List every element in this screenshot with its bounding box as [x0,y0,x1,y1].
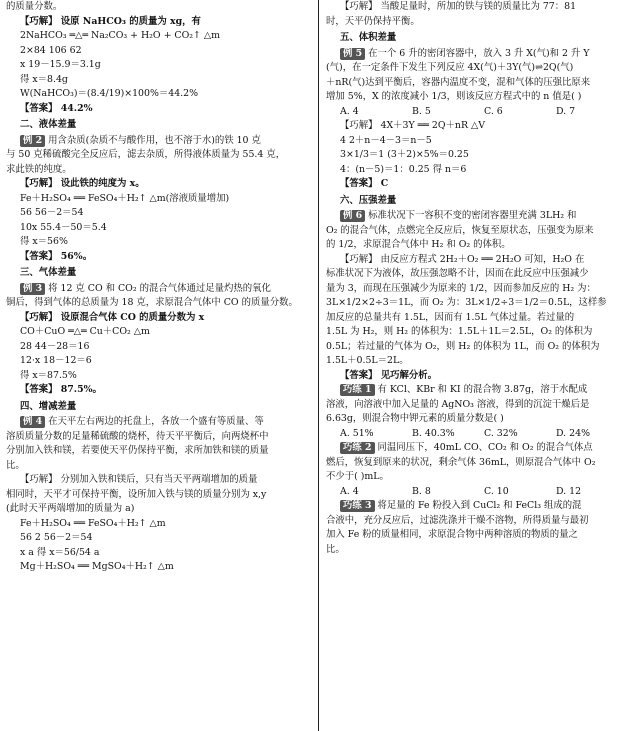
column-divider [318,0,319,731]
equation-line: 【巧解】 4X＋3Y ══ 2Q＋nR △V [340,120,485,131]
equation-line: Mg＋H₂SO₄ ══ MgSO₄＋H₂↑ △m [20,561,174,572]
example-tag: 例 6 [340,210,365,222]
answer-line: 【答案】 56%。 [20,250,93,262]
solution-line: 标准状况下为液体，故压强忽略不计，因而在此反应中压强减少 [326,268,589,279]
equation-line: 得 x＝8.4g [20,73,68,85]
equation-line: 56 2 56－2＝54 [20,532,93,543]
practice-text: 6.63g，则混合物中钾元素的质量分数是( ) [326,413,504,424]
example-text: 增加 5%，X 的浓度减小 1/3，则该反应方程式中的 n 值是( ) [326,91,582,102]
equation-line: x 19－15.9＝3.1g [20,59,101,70]
option-d: D. 24% [556,427,590,439]
text-line: 的质量分数。 [6,1,63,12]
answer-options [326,427,634,442]
solution-line: 【巧解】 分别加入铁和镁后，只有当天平两端增加的质量 [20,474,258,485]
answer-options [326,485,634,500]
equation-line: 12·x 18－12＝6 [20,355,92,366]
example-tag: 例 4 [20,416,45,428]
answer-line: 【答案】 C [340,178,389,189]
example-tag: 例 2 [20,135,45,147]
equation-line: 56 56－2＝54 [20,207,84,218]
example-text: (气)，在一定条件下发生下列反应 4X(气)＋3Y(气)⇌2Q(气) [326,62,574,73]
left-column [6,0,311,575]
practice-text: 燃后，恢复到原来的状况，剩余气体 36mL，则原混合气体中 O₂ [326,456,596,468]
answer-line: 【答案】 44.2% [20,102,93,114]
practice-text: 不少于( )mL。 [326,471,389,482]
equation-line: 4 2＋n－4－3＝n－5 [340,134,432,146]
equation-line: 2NaHCO₃ ═△═ Na₂CO₃ + H₂O + CO₂↑ △m [20,30,220,41]
equation-line: 得 x＝56% [20,236,68,247]
answer-line: 【答案】 87.5%。 [20,384,102,395]
equation-line: 2×84 106 62 [20,44,82,56]
example-text: O₂ 的混合气体，点燃完全反应后，恢复至原状态，压强变为原来 [326,224,594,236]
equation-line: 3×1/3＝1 (3＋2)×5%＝0.25 [340,149,469,160]
option-a: A. 4 [340,485,359,497]
solution-line: 加反应的总量共有 1.5L，因而有 1.5L 气体过量。若过量的 [326,311,575,323]
equation-line: 4：(n－5)＝1：0.25 得 n＝6 [340,163,467,175]
practice-text: 将足量的 Fe 粉投入到 CuCl₂ 和 FeCl₃ 组成的混 [377,500,582,511]
practice-text: 同温同压下，40mL CO、CO₂ 和 O₂ 的混合气体点 [377,442,593,453]
option-b: B. 5 [412,105,431,117]
option-c: C. 32% [484,427,518,439]
option-c: C. 10 [484,485,509,497]
practice-tag: 巧练 2 [340,442,375,454]
option-a: A. 51% [340,427,374,439]
solution-line: 【巧解】 设原混合气体 CO 的质量分数为 x [20,311,205,323]
option-a: A. 4 [340,105,359,117]
equation-line: 得 x＝87.5% [20,369,77,381]
option-b: B. 8 [412,485,431,497]
example-tag: 例 3 [20,283,45,295]
example-text: 铜后，得到气体的总质量为 18 克，求原混合气体中 CO 的质量分数。 [6,297,298,308]
option-d: D. 12 [556,485,582,497]
solution-line: (此时天平两端增加的质量为 a) [6,503,135,514]
example-text: 的 1/2，求原混合气体中 H₂ 和 O₂ 的体积。 [326,239,511,250]
section-heading: 二、液体差量 [20,119,77,130]
practice-text: 加入 Fe 粉的质量相同，求原混合物中两种溶质的物质的量之 [326,529,578,540]
example-text: 分别加入铁和镁，若要使天平仍保持平衡，求所加铁和镁的质量 [6,445,269,456]
solution-line: 0.5L；若过量的气体为 O₂，则 H₂ 的体积为 1L，而 O₂ 的体积为 [326,340,600,352]
solution-line: 3L×1/2×2÷3＝1L，而 O₂ 为：3L×1/2÷3＝1/2＝0.5L，这样参 [326,297,607,308]
solution-line: 【巧解】 由反应方程式 2H₂＋O₂ ══ 2H₂O 可知，H₂O 在 [340,253,585,265]
example-text: ＋nR(气)达到平衡后，容器内温度不变，混和气体的压强比原来 [326,76,591,88]
option-d: D. 7 [556,105,576,117]
example-text: 溶质质量分数的足量稀硫酸的烧杯，待天平平衡后，向两烧杯中 [6,430,269,442]
section-heading: 四、增减差量 [20,400,77,412]
solution-line: 1.5L 为 H₂，则 H₂ 的体积为：1.5L＋1L＝2.5L，O₂ 的体积为 [326,326,593,337]
equation-line: 28 44－28＝16 [20,340,90,352]
practice-text: 比。 [326,543,345,555]
section-heading: 五、体积差量 [340,32,397,43]
solution-line: 【巧解】 当酸足量时，所加的铁与镁的质量比为 77：81 [340,1,577,12]
equation-line: Fe＋H₂SO₄ ══ FeSO₄＋H₂↑ △m [20,517,166,529]
example-text: 在一个 6 升的密闭容器中，放入 3 升 X(气)和 2 升 Y [368,47,590,59]
solution-line: 量为 3，而现在压强减少为原来的 1/2，因而参加反应的 H₂ 为： [326,282,596,294]
option-c: C. 6 [484,105,503,117]
practice-text: 合液中，充分反应后，过滤洗涤并干燥不溶物，所得质量与最初 [326,514,589,526]
practice-text: 溶液，向溶液中加入足量的 AgNO₃ 溶液，得到的沉淀干燥后是 [326,398,590,410]
equation-line: W(NaHCO₃)＝(8.4/19)×100%＝44.2% [20,88,199,99]
example-text: 用含杂质(杂质不与酸作用，也不溶于水)的铁 10 克 [48,134,261,146]
practice-tag: 巧练 3 [340,500,375,512]
solution-line: 【巧解】 设原 NaHCO₃ 的质量为 xg，有 [20,15,201,27]
solution-line: 1.5L＋0.5L＝2L。 [326,355,409,366]
example-text: 与 50 克稀硫酸完全反应后，滤去杂质，所得液体质量为 55.4 克， [6,149,286,160]
equation-line: Fe＋H₂SO₄ ══ FeSO₄＋H₂↑ △m(溶液质量增加) [20,192,230,204]
example-tag: 例 5 [340,48,365,60]
section-heading: 三、气体差量 [20,267,77,278]
practice-text: 有 KCl、KBr 和 KI 的混合物 3.87g，溶于水配成 [377,384,588,395]
example-text: 求此铁的纯度。 [6,163,72,175]
right-column [326,0,634,557]
equation-line: 10x 55.4－50＝5.4 [20,221,107,233]
option-b: B. 40.3% [412,427,455,439]
solution-line: 相同时，天平才可保持平衡，设所加入铁与镁的质量分别为 x,y [6,488,267,500]
answer-options [326,105,634,120]
example-text: 在天平左右两边的托盘上，各放一个盛有等质量、等 [48,416,264,427]
example-text: 比。 [6,459,25,471]
solution-line: 【巧解】 设此铁的纯度为 x。 [20,178,145,189]
answer-line: 【答案】 见巧解分析。 [340,369,438,381]
solution-line: 时，天平仍保持平衡。 [326,15,420,27]
example-text: 将 12 克 CO 和 CO₂ 的混合气体通过足量灼热的氧化 [48,282,271,294]
section-heading: 六、压强差量 [340,194,397,206]
equation-line: CO＋CuO ═△═ Cu＋CO₂ △m [20,326,150,337]
practice-tag: 巧练 1 [340,384,375,396]
example-text: 标准状况下一容积不变的密闭容器里充满 3LH₂ 和 [368,210,577,221]
equation-line: x a 得 x＝56/54 a [20,546,100,558]
